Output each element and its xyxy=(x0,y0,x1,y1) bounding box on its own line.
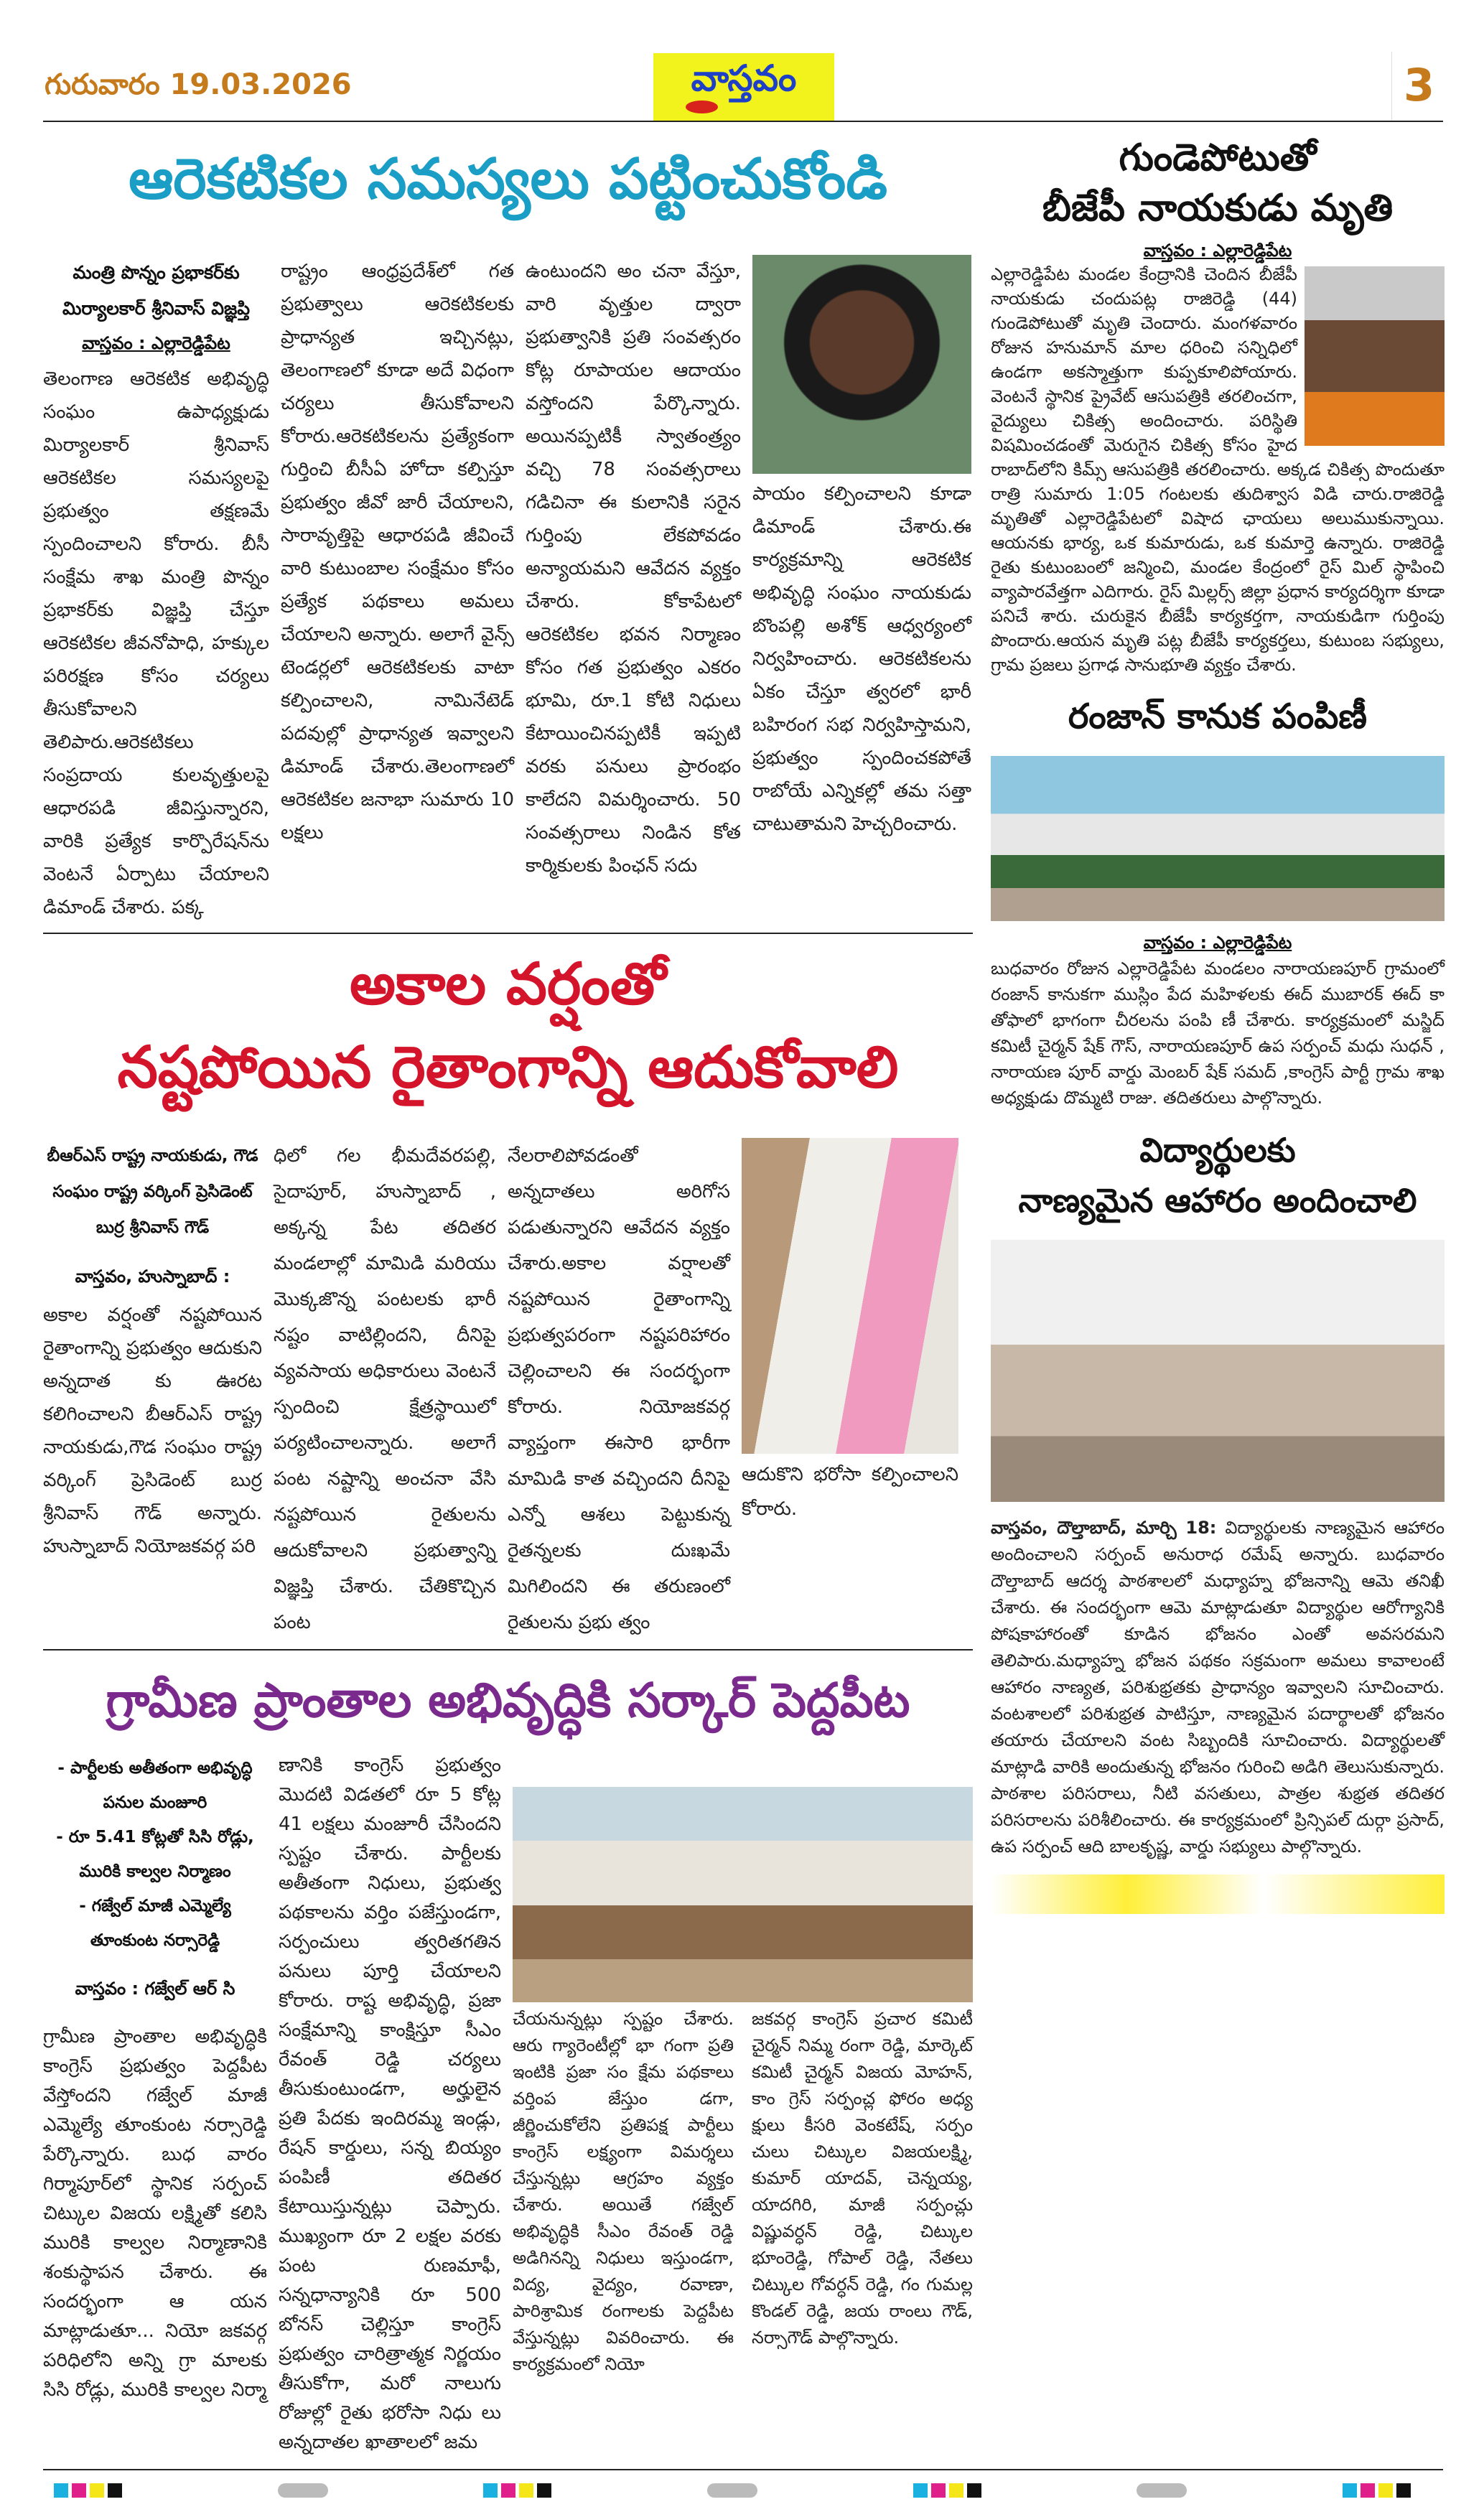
side2-headline: రంజాన్ కానుక పంపిణీ xyxy=(1068,696,1368,737)
registration-mark-magenta xyxy=(931,2483,946,2498)
article3-column-4: జకవర్గ కాంగ్రెస్ ప్రచార కమిటీ చైర్మన్ నిమ్మ రంగా రెడ్డి, మార్కెట్ కమిటీ చైర్మన్ విజయ మోహన్, కాం గ్రెస్ సర్పంచ్ల ఫోరం అధ్య క్షులు కీసరి వెంకటేష్, సర్పం చులు చిట్కుల విజయలక్ష్మి, కుమార్ యాదవ్, చెన్నయ్య, యాదగిరి, మాజీ సర్పంచ్లు విష్ణువర్ధన్ రెడ్డి, చిట్కుల భూంరెడ్డి, గోపాల్ రెడ్డి, నేతలు చిట్కుల గోవర్ధన్ రెడ్డి, గం గుమల్ల కొండల్ రెడ్డి, జయ రాంలు గౌడ్, నర్సాగౌడ్ పాల్గొన్నారు. xyxy=(752,2009,973,2348)
article1-subhead: మంత్రి పొన్నం ప్రభాకర్‌కు మిర్యాలకార్ శ్రీనివాస్ విజ్ఞప్తి xyxy=(62,262,251,319)
registration-mark-black xyxy=(537,2483,551,2498)
masthead-logo xyxy=(653,53,834,121)
side1-headline-line2: బీజేపీ నాయకుడు మృతి xyxy=(1042,187,1394,230)
side2-story xyxy=(991,930,1445,1111)
right-stories xyxy=(991,133,1445,2457)
registration-marks xyxy=(54,2483,1411,2498)
article1-headline: ఆరెకటికల సమస్యలు పట్టించుకోండి xyxy=(129,147,887,212)
article2-column-2: ధిలో గల భీమదేవరపల్లి, సైదాపూర్, హుస్నాబాద్ , అక్కన్న పేట తదితర మండలాల్లో మామిడి మరియు మొక్కజొన్న పంటలకు భారీ నష్టం వాటిల్లిందని, దీనిపై వ్యవసాయ అధికారులు వెంటనే స్పందించి క్షేత్రస్థాయిలో పర్యటించాలన్నారు. అలాగే పంట నష్టాన్ని అంచనా వేసి నష్టపోయిన రైతులను ఆదుకోవాలని ప్రభుత్వాన్ని విజ్ఞప్తి చేశారు. చేతికొచ్చిన పంట xyxy=(274,1145,496,1633)
side2-photo xyxy=(991,756,1445,921)
registration-mark-black xyxy=(1396,2483,1411,2498)
article1-byline: వాస్తవం : ఎల్లారెడ్డిపేట xyxy=(82,333,230,353)
registration-mark-magenta xyxy=(72,2483,86,2498)
article1-columns xyxy=(43,255,973,924)
registration-mark-cyan xyxy=(54,2483,68,2498)
article1-column-3: ఉంటుందని అం చనా వేస్తూ, వారి వృత్తుల ద్వారా ప్రభుత్వానికి ప్రతి సంవత్సరం కోట్ల రూపాయల ఆదాయం వస్తోందని పేర్కొన్నారు. అయినప్పటికీ స్వాతంత్ర్యం వచ్చి 78 సంవత్సరాలు గడిచినా ఈ కులానికి సరైన గుర్తింపు లేకపోవడం అన్యాయమని ఆవేదన వ్యక్తం చేశారు. కోకాపేటలో ఆరెకటికల భవన నిర్మాణం కోసం గత ప్రభుత్వం ఎకరం భూమి, రూ.1 కోటి నిధులు కేటాయించినప్పటికీ ఇప్పటి వరకు పనులు ప్రారంభం కాలేదని విమర్శించారు. 50 సంవత్సరాలు నిండిన కోత కార్మికులకు పింఛన్ సదు xyxy=(526,261,741,877)
article2-byline: వాస్తవం, హుస్నాబాద్ : xyxy=(75,1266,230,1287)
article1-photo-column xyxy=(752,255,971,841)
side3-body: విద్యార్థులకు నాణ్యమైన ఆహారం అందించాలని సర్పంచ్ అనురాధ రమేష్ అన్నారు. బుధవారం దౌల్తాబాద్ ఆదర్శ పాఠశాలలో మధ్యాహ్న భోజనాన్ని ఆమె తనిఖీ చేశారు. ఈ సందర్భంగా ఆమె మాట్లాడుతూ విద్యార్థుల ఆరోగ్యానికి పోషకాహారంతో కూడిన భోజనం ఎంతో అవసరమని తెలిపారు.మధ్యాహ్న భోజన పథకం సక్రమంగా అమలు కావాలంటే ఆహారం నాణ్యత, పరిశుభ్రతకు ప్రాధాన్యం ఇవ్వాలని సూచించారు. వంటశాలలో పరిశుభ్రత పాటిస్తూ, నాణ్యమైన పదార్థాలతో భోజనం తయారు చేయాలని వంట సిబ్బందికి సూచించారు. విద్యార్థులతో మాట్లాడి వారికి అందుతున్న భోజనం గురించి అడిగి తెలుసుకున్నారు. పాఠశాల పరిసరాలు, నీటి వసతులు, పాత్రల శుభ్రత తదితర పరిసరాలను పరిశీలించారు. ఈ కార్యక్రమంలో ప్రిన్సిపల్ దుర్గా ప్రసాద్, ఉప సర్పంచ్ ఆది బాలకృష్ణ, వార్డు సభ్యులు పాల్గొన్నారు. xyxy=(991,1518,1445,1857)
registration-mark-cyan xyxy=(913,2483,928,2498)
side3-headline xyxy=(991,1125,1445,1225)
article3-sidebar xyxy=(43,1751,267,2405)
registration-mark-yellow xyxy=(949,2483,963,2498)
article1-column-4: పాయం కల్పించాలని కూడా డిమాండ్ చేశారు.ఈ కార్యక్రమాన్ని ఆరెకటిక అభివృద్ధి సంఘం నాయకుడు బొంపల్లి అశోక్ ఆధ్వర్యంలో నిర్వహించారు. ఆరెకటికలను ఏకం చేస్తూ త్వరలో భారీ బహిరంగ సభ నిర్వహిస్తామని, ప్రభుత్వం స్పందించకపోతే రాబోయే ఎన్నికల్లో తమ సత్తా చాటుతామని హెచ్చరించారు. xyxy=(752,483,971,835)
article1-bottom-rule xyxy=(43,933,973,934)
registration-mark-magenta xyxy=(501,2483,515,2498)
article1-sidebar xyxy=(43,255,269,924)
side3-headline-line2: నాణ్యమైన ఆహారం అందించాలి xyxy=(1018,1181,1417,1220)
article3-columns xyxy=(43,1751,973,2457)
side1-story xyxy=(991,239,1445,677)
side3-photo xyxy=(991,1240,1445,1502)
registration-mark-yellow xyxy=(1378,2483,1393,2498)
issue-date: గురువారం 19.03.2026 xyxy=(45,68,352,101)
header-rule xyxy=(43,121,1443,122)
left-stories xyxy=(43,133,973,2457)
side1-headline xyxy=(991,133,1445,233)
article2-sidebar xyxy=(43,1138,262,1563)
registration-mark-cyan xyxy=(1343,2483,1357,2498)
registration-pill xyxy=(278,2483,328,2498)
article3-lower-columns xyxy=(513,2006,973,2378)
registration-mark-yellow xyxy=(90,2483,104,2498)
article3-column-2: ణానికి కాంగ్రెస్ ప్రభుత్వం మొదటి విడతలో రూ 5 కోట్ల 41 లక్షలు మంజూరీ చేసిందని స్పష్టం చేశారు. పార్టీలకు అతీతంగా నిధులు, ప్రభుత్వ పథకాలను వర్తిం పజేస్తుండగా, సర్పంచులు త్వరితగతిన పనులు పూర్తి చేయాలని కోరారు. రాష్ట అభివృద్ధి, ప్రజా సంక్షేమాన్ని కాంక్షిస్తూ సీఎం రేవంత్ రెడ్డి చర్యలు తీసుకుంటుండగా, అర్హులైన ప్రతి పేదకు ఇందిరమ్మ ఇండ్లు, రేషన్ కార్డులు, సన్న బియ్యం పంపిణీ తదితర కేటాయిస్తున్నట్లు చెప్పారు. ముఖ్యంగా రూ 2 లక్షల వరకు పంట రుణమాఫీ, సన్నధాన్యానికి రూ 500 బోనస్ చెల్లిస్తూ కాంగ్రెస్ ప్రభుత్వం చారిత్రాత్మక నిర్ణయం తీసుకోగా, మరో నాలుగు రోజుల్లో రైతు భరోసా నిధు లు అన్నదాతల ఖాతాలలో జమ xyxy=(279,1755,501,2453)
article2-column-3: నేలరాలిపోవడంతో అన్నదాతలు అరిగోస పడుతున్నారని ఆవేదన వ్యక్తం చేశారు.అకాల వర్షాలతో నష్టపోయిన రైతాంగాన్ని ప్రభుత్వపరంగా నష్టపరిహారం చెల్లించాలని ఈ సందర్భంగా కోరారు. నియోజకవర్గ వ్యాప్తంగా ఈసారి భారీగా మామిడి కాత వచ్చిందని దీనిపై ఎన్నో ఆశలు పెట్టుకున్న రైతన్నలకు దుఃఖమే మిగిలిందని ఈ తరుణంలో రైతులను ప్రభు త్వం xyxy=(508,1145,730,1633)
side3-headline-line1: విద్యార్థులకు xyxy=(1139,1131,1296,1169)
article3-subhead-2: - రూ 5.41 కోట్లతో సిసి రోడ్లు, మురికి కాల్వల నిర్మాణం xyxy=(56,1828,254,1881)
article2-column-1: అకాల వర్షంతో నష్టపోయిన రైతాంగాన్ని ప్రభుత్వం ఆదుకుని అన్నదాత కు ఊరట కలిగించాలని బీఆర్ఎస్ రాష్ట్ర నాయకుడు,గౌడ సంఘం రాష్ట్ర వర్కింగ్ ప్రెసిడెంట్ బుర్ర శ్రీనివాస్ గౌడ్ అన్నారు. హుస్నాబాద్ నియోజకవర్గ పరి xyxy=(43,1304,262,1557)
registration-mark-yellow xyxy=(519,2483,533,2498)
registration-mark-black xyxy=(108,2483,122,2498)
article2-photo xyxy=(742,1138,958,1454)
side2-byline: వాస్తవం : ఎల్లారెడ్డిపేట xyxy=(1143,933,1292,953)
side1-byline: వాస్తవం : ఎల్లారెడ్డిపేట xyxy=(1143,241,1292,261)
article3-byline: వాస్తవం : గజ్వేల్ ఆర్ సి xyxy=(75,1979,235,1999)
article3-column-1: గ్రామీణ ప్రాంతాల అభివృద్ధికి కాంగ్రెస్ ప్రభుత్వం పెద్దపీట వేస్తోందని గజ్వేల్ మాజీ ఎమ్మెల్యే తూంకుంట నర్సారెడ్డి పేర్కొన్నారు. బుధ వారం గిర్మాపూర్‌లో స్థానిక సర్పంచ్ చిట్కుల విజయ లక్ష్మితో కలిసి మురికి కాల్వల నిర్మాణానికి శంకుస్థాపన చేశారు. ఈ సందర్భంగా ఆ యన మాట్లాడుతూ... నియో జకవర్గ పరిధిలోని అన్ని గ్రా మాలకు సిసి రోడ్లు, మురికి కాల్వల నిర్మా xyxy=(43,2026,267,2401)
article3-photo xyxy=(513,1787,973,2002)
article1-column-2: రాష్ట్రం ఆంధ్రప్రదేశ్‌లో గత ప్రభుత్వాలు ఆరెకటికలకు ప్రాధాన్యత ఇచ్చినట్లు, తెలంగాణలో కూడా అదే విధంగా చర్యలు తీసుకోవాలని కోరారు.ఆరెకటికలను ప్రత్యేకంగా గుర్తించి బీసీఏ హోదా కల్పిస్తూ ప్రభుత్వం జీవో జారీ చేయాలని, సారావృత్తిపై ఆధారపడి జీవించే వారి కుటుంబాల సంక్షేమం కోసం ప్రత్యేక పథకాలు అమలు చేయాలని అన్నారు. అలాగే వైన్స్ టెండర్లలో ఆరెకటికలకు వాటా కల్పించాలని, నామినేటెడ్ పదవుల్లో ప్రాధాన్యత ఇవ్వాలని డిమాండ్ చేశారు.తెలంగాణలో ఆరెకటికల జనాభా సుమారు 10 లక్షలు xyxy=(281,261,514,844)
article2-photo-column xyxy=(742,1138,958,1526)
article1-column-1: తెలంగాణ ఆరెకటిక అభివృద్ధి సంఘం ఉపాధ్యక్షుడు మిర్యాలకార్ శ్రీనివాస్ ఆరెకటికల సమస్యలపై ప్రభుత్వం తక్షణమే స్పందించాలని కోరారు. బీసీ సంక్షేమ శాఖ మంత్రి పొన్నం ప్రభాకర్‌కు విజ్ఞప్తి చేస్తూ ఆరెకటికల జీవనోపాధి, హక్కుల పరిరక్షణ కోసం చర్యలు తీసుకోవాలని తెలిపారు.ఆరెకటికలు సంప్రదాయ కులవృత్తులపై ఆధారపడి జీవిస్తున్నారని, వారికి ప్రత్యేక కార్పొరేషన్‌ను వెంటనే ఏర్పాటు చేయాలని డిమాండ్ చేశారు. పక్క xyxy=(43,368,269,918)
registration-pill xyxy=(1137,2483,1187,2498)
logo-text: వాస్తవం xyxy=(691,57,797,99)
side1-photo xyxy=(1305,266,1445,446)
article2-headline-line1: అకాల వర్షంతో xyxy=(350,951,666,1017)
article1-photo xyxy=(752,255,971,474)
article3-headline: గ్రామీణ ప్రాంతాల అభివృద్ధికి సర్కార్ పెద్దపీట xyxy=(106,1673,910,1728)
page-number: 3 xyxy=(1404,59,1435,111)
footer-rule xyxy=(43,2469,1443,2470)
registration-pill xyxy=(707,2483,757,2498)
side2-body: బుధవారం రోజున ఎల్లారెడ్డిపేట మండలం నారాయణపూర్ గ్రామంలో రంజాన్ కానుకగా ముస్లిం పేద మహిళలకు ఈద్ ముబారక్ ఈద్ కా తోఫాలో భాగంగా చీరలను పంపి ణీ చేశారు. కార్యక్రమంలో మస్జిద్ కమిటీ చైర్మన్ షేక్ గౌస్, నారాయణపూర్ ఉప సర్పంచ్ మధు సుధన్ , నారాయణ పూర్ వార్డు మెంబర్ షేక్ సమద్ ,కాంగ్రెస్ పార్టీ గ్రామ శాఖ అధ్యక్షుడు దొమ్మటి రాజు. తదితరులు పాల్గొన్నారు. xyxy=(991,958,1445,1108)
article2-headline xyxy=(43,943,973,1109)
registration-mark-magenta xyxy=(1361,2483,1375,2498)
side1-body: ఎల్లారెడ్డిపేట మండల కేంద్రానికి చెందిన బీజేపీ నాయకుడు చందుపట్ల రాజిరెడ్డి (44) గుండెపోటుతో మృతి చెందారు. మంగళవారం రోజున హనుమాన్ మాల ధరించి సన్నిధిలో ఉండగా అకస్మాత్తుగా కుప్పకూలిపోయారు. వెంటనే స్థానిక ప్రైవేట్ ఆసుపత్రికి తరలించగా, వైద్యులు చికిత్స అందించారు. పరిస్థితి విషమించడంతో మెరుగైన చికిత్స కోసం హైద రాబాద్‌లోని కిమ్స్ ఆసుపత్రికి తరలించారు. అక్కడ చికిత్స పొందుతూ రాత్రి సుమారు 1:05 గంటలకు తుదిశ్వాస విడి చారు.రాజిరెడ్డి మృతితో ఎల్లారెడ్డిపేటలో విషాద ఛాయలు అలుముకున్నాయి. ఆయనకు భార్య, ఒక కుమారుడు, ఒక కుమార్తె ఉన్నారు. రాజిరెడ్డి రైతు కుటుంబంలో జన్మించి, మండల కేంద్రంలో రైస్ మిల్ స్థాపించి వ్యాపారవేత్తగా ఎదిగారు. రైస్ మిల్లర్స్ జిల్లా ప్రధాన కార్యదర్శిగా కూడా పనిచే శారు. చురుకైన బీజేపీ కార్యకర్తగా, నాయకుడిగా గుర్తింపు పొందారు.ఆయన మృతి పట్ల బీజేపీ కార్యకర్తలు, కుటుంబ సభ్యులు, గ్రామ ప్రజలు ప్రగాఢ సానుభూతి వ్యక్తం చేశారు. xyxy=(991,264,1445,675)
side3-dateline: వాస్తవం, దౌల్తాబాద్, మార్చి 18: xyxy=(991,1518,1217,1538)
logo-emblem xyxy=(686,101,718,113)
side1-headline-line1: గుండెపోటుతో xyxy=(1119,136,1317,179)
article2-columns xyxy=(43,1138,973,1640)
article3-column-3: చేయనున్నట్లు స్పష్టం చేశారు. ఆరు గ్యారెంటీల్లో భా గంగా ప్రతి ఇంటికి ప్రజా సం క్షేమ పథకాలు వర్తింప జేస్తుం డగా, జీర్ణించుకోలేని ప్రతిపక్ష పార్టీలు కాంగ్రెస్ లక్ష్యంగా విమర్శలు చేస్తున్నట్లు ఆగ్రహం వ్యక్తం చేశారు. అయితే గజ్వేల్ అభివృద్ధికి సీఎం రేవంత్ రెడ్డి అడిగినన్ని నిధులు ఇస్తుండగా, విద్య, వైద్యం, రవాణా, పారిశ్రామిక రంగాలకు పెద్దపీట వేస్తున్నట్లు వివరించారు. ఈ కార్యక్రమంలో నియో xyxy=(513,2009,734,2374)
article2-photo-caption: ఆదుకొని భరోసా కల్పించాలని కోరారు. xyxy=(742,1464,958,1520)
side3-story xyxy=(991,1515,1445,1860)
article3-photo-block xyxy=(513,1751,973,2378)
article2-headline-line2: నష్టపోయిన రైతాంగాన్ని ఆదుకోవాలి xyxy=(117,1034,899,1101)
article3-subhead-3: - గజ్వేల్ మాజీ ఎమ్మెల్యే తూంకుంట నర్సారెడ్డి xyxy=(79,1897,231,1950)
registration-mark-black xyxy=(967,2483,981,2498)
registration-mark-cyan xyxy=(483,2483,498,2498)
article3-subhead-1: - పార్టీలకు అతీతంగా అభివృద్ధి పనుల మంజూరి xyxy=(57,1759,253,1812)
footer-color-bar xyxy=(991,1874,1445,1914)
header-divider-vertical xyxy=(1391,52,1392,120)
article2-subhead: బీఆర్ఎస్ రాష్ట్ర నాయకుడు, గౌడ సంఘం రాష్ట్ర వర్కింగ్ ప్రెసిడెంట్ బుర్ర శ్రీనివాస్ గౌడ్ xyxy=(47,1147,258,1237)
article2-bottom-rule xyxy=(43,1649,973,1650)
